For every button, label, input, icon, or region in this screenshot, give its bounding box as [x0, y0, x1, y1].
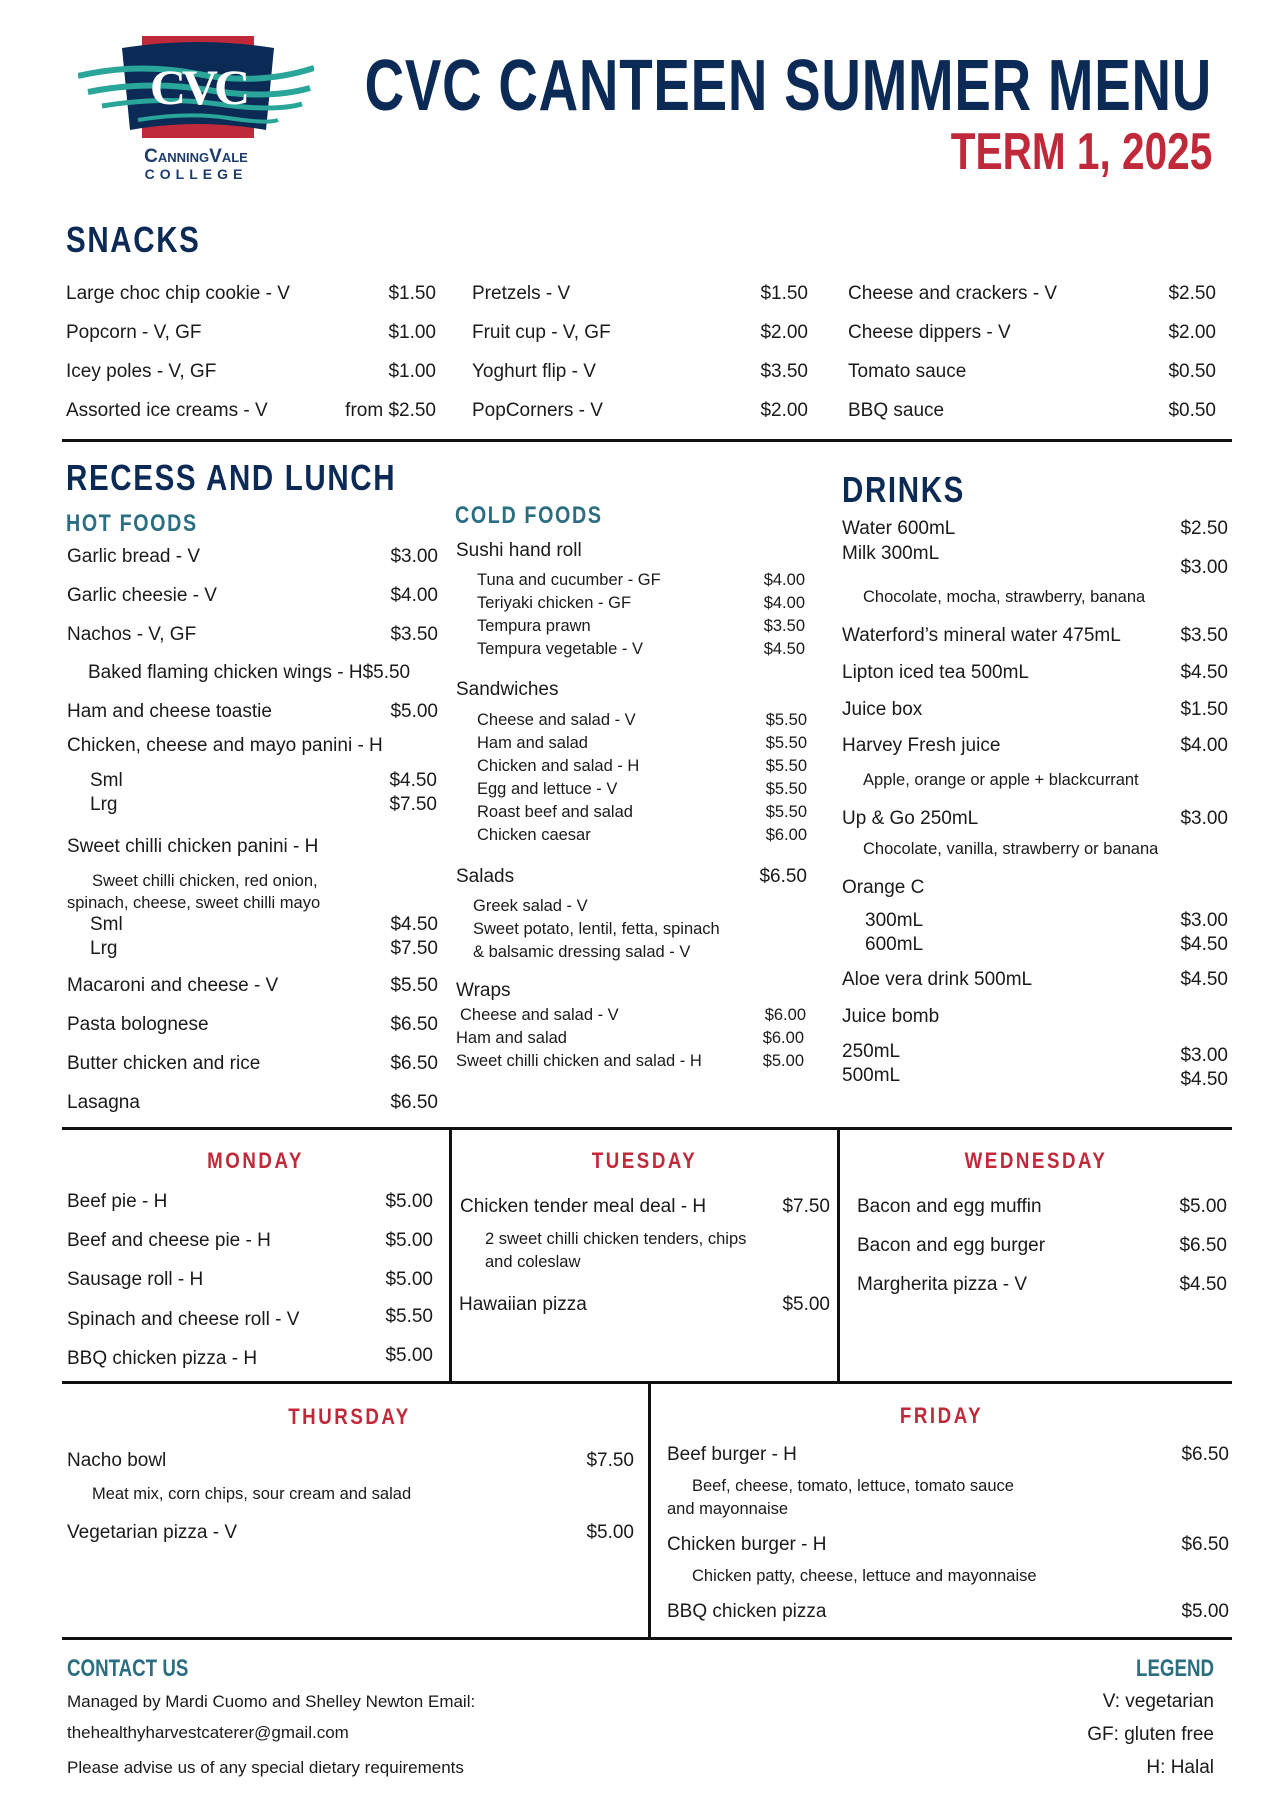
menu-item: Tempura prawn $3.50: [477, 617, 805, 635]
menu-item: Tuna and cucumber - GF $4.00: [477, 571, 805, 589]
drinks-heading: DRINKS: [842, 469, 966, 510]
menu-item: Nacho bowl $7.50: [67, 1450, 634, 1471]
snack-item: PopCorners - V $2.00: [472, 400, 808, 421]
contact-managers: Managed by Mardi Cuomo and Shelley Newton Email:: [67, 1692, 476, 1711]
menu-item-desc: and coleslaw: [485, 1253, 581, 1271]
drink-item: Water 600mL $2.50: [842, 518, 1228, 539]
menu-item: Vegetarian pizza - V $5.00: [67, 1522, 634, 1543]
salad-option: & balsamic dressing salad - V: [473, 943, 691, 961]
hot-foods-heading: HOT FOODS: [66, 510, 198, 537]
drink-item-name: Orange C: [842, 877, 925, 898]
divider: [837, 1127, 840, 1383]
drink-item-desc: Apple, orange or apple + blackcurrant: [863, 771, 1139, 789]
menu-item-name: Chicken, cheese and mayo panini - H: [67, 735, 383, 756]
snack-item: Cheese dippers - V $2.00: [848, 322, 1216, 343]
snack-item: Yoghurt flip - V $3.50: [472, 361, 808, 382]
salad-option: Sweet potato, lentil, fetta, spinach: [473, 920, 720, 938]
drink-item: Aloe vera drink 500mL $4.50: [842, 969, 1228, 990]
menu-item-desc: Meat mix, corn chips, sour cream and salad: [92, 1485, 412, 1503]
snack-item: Large choc chip cookie - V $1.50: [66, 283, 436, 304]
day-heading-tuesday: TUESDAY: [591, 1148, 698, 1173]
size-option: Sml $4.50: [90, 770, 437, 791]
logo-name-line1: CanningVale: [144, 146, 248, 167]
menu-item: Ham and salad $5.50: [477, 734, 807, 752]
menu-item: Pasta bolognese $6.50: [67, 1014, 438, 1035]
size-option: 600mL $4.50: [865, 934, 1228, 955]
menu-item: Chicken and salad - H $5.50: [477, 757, 807, 775]
divider: [62, 439, 1232, 442]
divider: [62, 1381, 1232, 1384]
menu-item: Chicken tender meal deal - H $7.50: [460, 1196, 830, 1217]
menu-item: Teriyaki chicken - GF $4.00: [477, 594, 805, 612]
menu-item: Cheese and salad - V $5.50: [477, 711, 807, 729]
menu-item: Egg and lettuce - V $5.50: [477, 780, 807, 798]
menu-item: BBQ chicken pizza - H $5.00: [67, 1345, 433, 1369]
divider: [62, 1127, 1232, 1130]
menu-item: Baked flaming chicken wings - H $5.50: [88, 662, 411, 683]
cold-foods-heading: COLD FOODS: [455, 502, 603, 529]
snacks-heading: SNACKS: [66, 219, 201, 260]
drink-item: Up & Go 250mL $3.00: [842, 808, 1228, 829]
category-name: Sushi hand roll: [456, 540, 582, 561]
size-option: Lrg $7.50: [90, 794, 437, 815]
menu-item: Sweet chilli chicken and salad - H $5.00: [456, 1052, 804, 1070]
menu-item: Cheese and salad - V $6.00: [460, 1006, 806, 1024]
menu-item: Garlic bread - V $3.00: [67, 546, 438, 567]
drink-item-name: Juice bomb: [842, 1006, 940, 1027]
drink-item: Waterford’s mineral water 475mL $3.50: [842, 625, 1228, 646]
legend-heading: LEGEND: [1135, 1655, 1214, 1682]
snack-item: Pretzels - V $1.50: [472, 283, 808, 304]
school-logo: [78, 34, 314, 184]
snack-item: Cheese and crackers - V $2.50: [848, 283, 1216, 304]
snack-item: Icey poles - V, GF $1.00: [66, 361, 436, 382]
menu-item-name: Sweet chilli chicken panini - H: [67, 836, 319, 857]
menu-item: Sausage roll - H $5.00: [67, 1269, 433, 1290]
legend-item-v: V: vegetarian: [1102, 1691, 1214, 1712]
menu-item: Chicken burger - H $6.50: [667, 1534, 1229, 1555]
drink-item-price: $3.00: [1180, 557, 1228, 578]
menu-item: Lasagna $6.50: [67, 1092, 438, 1113]
legend-item-h: H: Halal: [1146, 1757, 1214, 1778]
menu-item: Ham and cheese toastie $5.00: [67, 701, 438, 722]
recess-lunch-heading: RECESS AND LUNCH: [66, 457, 397, 498]
drink-item-desc: Chocolate, vanilla, strawberry or banana: [863, 840, 1159, 858]
drink-item-desc: Chocolate, mocha, strawberry, banana: [863, 588, 1146, 606]
snack-item: Tomato sauce $0.50: [848, 361, 1216, 382]
day-heading-wednesday: WEDNESDAY: [964, 1148, 1108, 1173]
snack-item: Popcorn - V, GF $1.00: [66, 322, 436, 343]
drink-item: Harvey Fresh juice $4.00: [842, 735, 1228, 756]
menu-item: Bacon and egg muffin $5.00: [857, 1196, 1227, 1217]
menu-item-desc: Beef, cheese, tomato, lettuce, tomato sauce: [692, 1477, 1014, 1495]
menu-item: Macaroni and cheese - V $5.50: [67, 975, 438, 996]
size-option: 500mL $4.50: [842, 1065, 1228, 1090]
category-name: Wraps: [456, 980, 511, 1001]
contact-email-link[interactable]: thehealthyharvestcaterer@gmail.com: [67, 1723, 349, 1742]
menu-item: Beef burger - H $6.50: [667, 1444, 1229, 1465]
snack-item: Assorted ice creams - V from $2.50: [66, 400, 436, 421]
menu-item: Hawaiian pizza $5.00: [459, 1294, 830, 1315]
menu-item: Garlic cheesie - V $4.00: [67, 585, 438, 606]
menu-item-desc: Sweet chilli chicken, red onion,: [92, 872, 318, 890]
menu-item: Tempura vegetable - V $4.50: [477, 640, 805, 658]
drink-item: Lipton iced tea 500mL $4.50: [842, 662, 1228, 683]
menu-item: Bacon and egg burger $6.50: [857, 1235, 1227, 1256]
dietary-note: Please advise us of any special dietary requirements: [67, 1758, 464, 1777]
size-option: Lrg $7.50: [90, 938, 438, 959]
menu-item: Beef pie - H $5.00: [67, 1191, 433, 1212]
divider: [62, 1637, 1232, 1640]
contact-heading: CONTACT US: [67, 1655, 189, 1682]
menu-item-desc: 2 sweet chilli chicken tenders, chips: [485, 1230, 747, 1248]
size-option: 250mL $3.00: [842, 1041, 1228, 1066]
menu-item: Chicken caesar $6.00: [477, 826, 807, 844]
salad-option: Greek salad - V: [473, 897, 588, 915]
page-subtitle: TERM 1, 2025: [950, 123, 1212, 181]
menu-item: Butter chicken and rice $6.50: [67, 1053, 438, 1074]
day-heading-monday: MONDAY: [207, 1148, 304, 1173]
menu-item: Roast beef and salad $5.50: [477, 803, 807, 821]
category-name: Sandwiches: [456, 679, 559, 700]
legend-item-gf: GF: gluten free: [1087, 1724, 1214, 1745]
menu-item: Margherita pizza - V $4.50: [857, 1274, 1227, 1295]
divider: [648, 1381, 651, 1639]
menu-item: BBQ chicken pizza $5.00: [667, 1601, 1229, 1622]
menu-item-desc: spinach, cheese, sweet chilli mayo: [67, 894, 321, 912]
drink-item-name: Milk 300mL: [842, 543, 940, 564]
size-option: 300mL $3.00: [865, 910, 1228, 931]
drink-item: Juice box $1.50: [842, 699, 1228, 720]
page-title: CVC CANTEEN SUMMER MENU: [364, 46, 1212, 126]
menu-item: Beef and cheese pie - H $5.00: [67, 1230, 433, 1251]
logo-mark: CVC: [149, 59, 247, 115]
menu-item-desc: Chicken patty, cheese, lettuce and mayonnaise: [692, 1567, 1037, 1585]
divider: [449, 1127, 452, 1383]
menu-item: Ham and salad $6.00: [456, 1029, 804, 1047]
logo-name-line2: COLLEGE: [144, 166, 248, 182]
day-heading-friday: FRIDAY: [899, 1403, 984, 1428]
menu-item: Nachos - V, GF $3.50: [67, 624, 438, 645]
menu-item: Salads $6.50: [456, 866, 807, 887]
snack-item: Fruit cup - V, GF $2.00: [472, 322, 808, 343]
size-option: Sml $4.50: [90, 914, 438, 935]
menu-item: Spinach and cheese roll - V $5.50: [67, 1306, 433, 1330]
day-heading-thursday: THURSDAY: [288, 1404, 411, 1429]
menu-item-desc: and mayonnaise: [667, 1500, 789, 1518]
snack-item: BBQ sauce $0.50: [848, 400, 1216, 421]
